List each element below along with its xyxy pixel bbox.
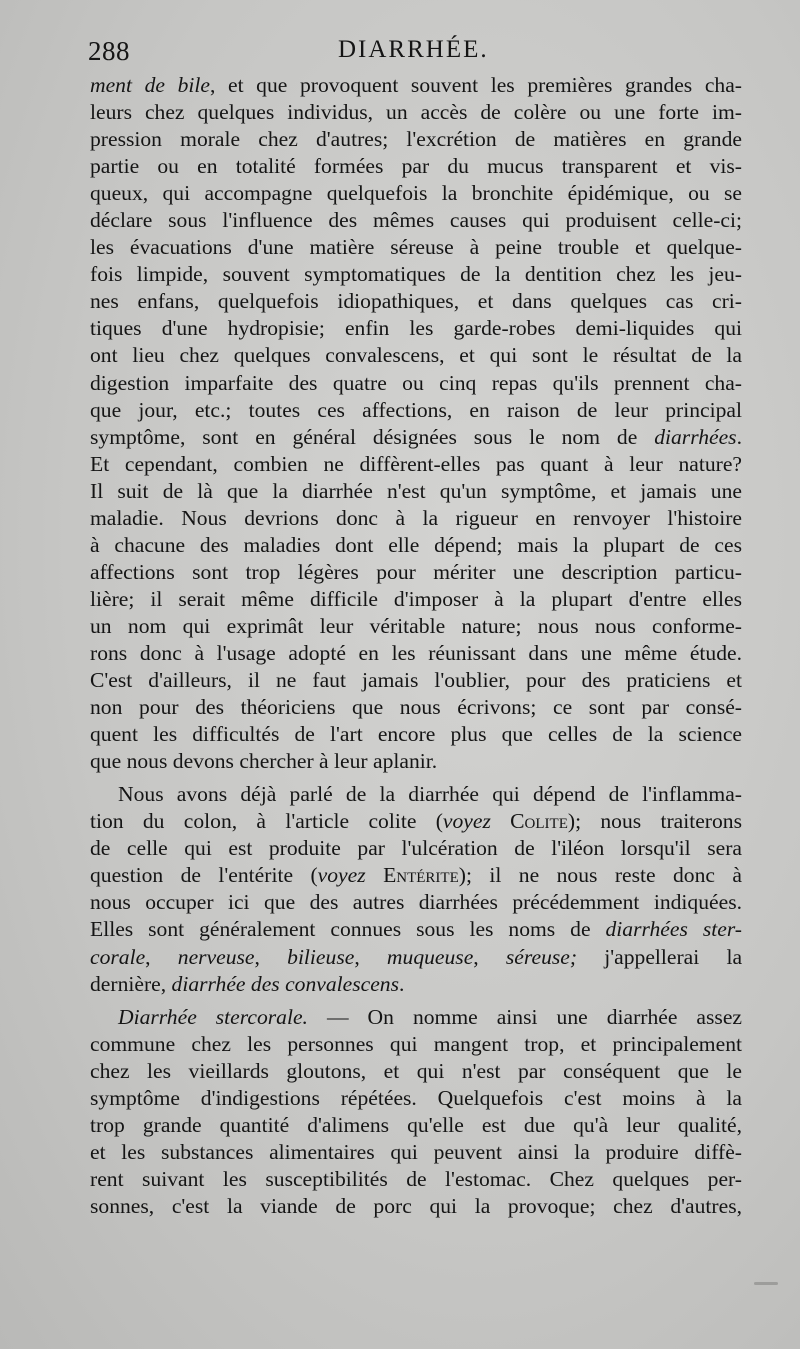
page-number: 288 — [88, 36, 130, 66]
running-head: DIARRHÉE. — [338, 36, 489, 63]
text-span: — On nomme ainsi une diarrhée assez — [307, 1004, 742, 1029]
text-line — [90, 862, 742, 889]
text-line: que nous devons chercher à leur aplanir. — [90, 749, 438, 774]
text-span: question de l'entérite ( — [90, 863, 318, 888]
italic-text: corale — [90, 944, 146, 969]
text-line: leurs chez quelques individus, un accès de colère ou une forte im- — [90, 100, 742, 125]
italic-text: diarrhées — [654, 424, 737, 449]
text-line: les évacuations d'une matière séreuse à peine trouble et quelque- — [90, 235, 742, 260]
text-line: C'est d'ailleurs, il ne faut jamais l'oublier, pour des praticiens et — [90, 668, 742, 693]
paragraph-3 — [90, 1004, 742, 1220]
cross-reference: Entérite — [383, 863, 459, 888]
text-line: que jour, etc.; toutes ces affections, en raison de leur principal — [90, 397, 742, 422]
italic-text: séreuse; — [505, 944, 578, 969]
text-line: à chacune des maladies dont elle dépend; mais la plupart de ces — [90, 532, 742, 557]
text-span: Elles sont généralement connues sous les noms de — [90, 917, 606, 942]
section-heading: Diarrhée stercorale. — [118, 1004, 308, 1029]
text-line — [90, 944, 742, 971]
text-line: quent les difficultés de l'art encore plus que celles de la science — [90, 722, 742, 747]
text-line — [90, 424, 742, 451]
text-line: un nom qui exprimât leur véritable nature; nous nous conforme- — [90, 613, 742, 638]
text-line: commune chez les personnes qui mangent trop, et principalement — [90, 1031, 742, 1056]
text-span: ); nous traiterons — [567, 809, 742, 834]
text-line: fois limpide, souvent symptomatiques de la dentition chez les jeu- — [90, 262, 742, 287]
text-line — [90, 971, 742, 998]
page-header — [88, 36, 743, 70]
text-line — [90, 916, 742, 943]
text-line: nes enfans, quelquefois idiopathiques, et dans quelques cas cri- — [90, 289, 742, 314]
text-line: rent suivant les susceptibilités de l'estomac. Chez quelques per- — [90, 1166, 742, 1191]
text-line: trop grande quantité d'alimens qu'elle est due qu'à leur qualité, — [90, 1112, 742, 1137]
italic-text: bilieuse — [287, 944, 355, 969]
text-line: maladie. Nous devrions donc à la rigueur en renvoyer l'histoire — [90, 505, 742, 530]
page-mark — [754, 1282, 778, 1285]
body-text — [90, 72, 742, 1220]
text-line: partie ou en totalité formées par du mucus transparent et vis- — [90, 154, 742, 179]
italic-text: ment de bile — [90, 73, 210, 97]
text-line: de celle qui est produite par l'ulcération de l'iléon lorsqu'il sera — [90, 836, 742, 861]
text-line: rons donc à l'usage adopté en les réunissant dans une même étude. — [90, 640, 742, 665]
text-span: , et que provoquent souvent les premières grandes cha- — [209, 73, 742, 97]
text-span: dernière, — [90, 971, 172, 996]
text-line: ont lieu chez quelques convalescens, et qui sont le résultat de la — [90, 343, 742, 368]
text-line: tiques d'une hydropisie; enfin les garde-robes demi-liquides qui — [90, 316, 742, 341]
text-line: et les substances alimentaires qui peuvent ainsi la produire diffè- — [90, 1139, 742, 1164]
italic-text: voyez — [442, 809, 491, 834]
text-line — [90, 1004, 742, 1031]
text-span: , — [473, 944, 506, 969]
paragraph-1 — [90, 72, 742, 775]
text-line: affections sont trop légères pour mériter une description particu- — [90, 559, 742, 584]
text-line: non pour des théoriciens que nous écrivons; ce sont par consé- — [90, 695, 742, 720]
italic-text: diarrhée des convalescens — [171, 971, 400, 996]
text-line — [90, 72, 742, 99]
text-span: tion du colon, à l'article colite ( — [90, 809, 443, 834]
italic-text: nerveuse — [177, 944, 255, 969]
italic-text: muqueuse — [386, 944, 474, 969]
paragraph-2 — [90, 781, 742, 997]
text-span: symptôme, sont en général désignées sous le nom de — [90, 424, 655, 449]
text-span: j'appellerai la — [577, 944, 742, 969]
text-span: , — [254, 944, 288, 969]
text-line: pression morale chez d'autres; l'excrétion de matières en grande — [90, 127, 742, 152]
text-line: queux, qui accompagne quelquefois la bronchite épidémique, ou se — [90, 181, 742, 206]
text-span: . — [736, 424, 742, 449]
text-line: Il suit de là que la diarrhée n'est qu'un symptôme, et jamais une — [90, 478, 742, 503]
text-span: , — [354, 944, 387, 969]
text-line: Et cependant, combien ne diffèrent-elles pas quant à leur nature? — [90, 451, 742, 476]
text-span: . — [399, 971, 405, 996]
text-span: , — [145, 944, 178, 969]
text-line: digestion imparfaite des quatre ou cinq repas qu'ils prennent cha- — [90, 370, 742, 395]
text-line — [90, 808, 742, 835]
text-line: lière; il serait même difficile d'imposer à la plupart d'entre elles — [90, 586, 742, 611]
cross-reference: Colite — [510, 809, 568, 834]
text-line: chez les vieillards gloutons, et qui n'est par conséquent que le — [90, 1058, 742, 1083]
text-line: déclare sous l'influence des mêmes causes qui produisent celle-ci; — [90, 208, 742, 233]
italic-text: voyez — [317, 863, 366, 888]
italic-text: diarrhées ster- — [605, 917, 742, 942]
text-line: nous occuper ici que des autres diarrhées précédemment indiquées. — [90, 890, 742, 915]
text-line: symptôme d'indigestions répétées. Quelquefois c'est moins à la — [90, 1085, 742, 1110]
text-line: Nous avons déjà parlé de la diarrhée qui dépend de l'inflamma- — [118, 782, 742, 807]
text-line: sonnes, c'est la viande de porc qui la provoque; chez d'autres, — [90, 1193, 742, 1218]
text-span: ); il ne nous reste donc à — [458, 863, 742, 888]
